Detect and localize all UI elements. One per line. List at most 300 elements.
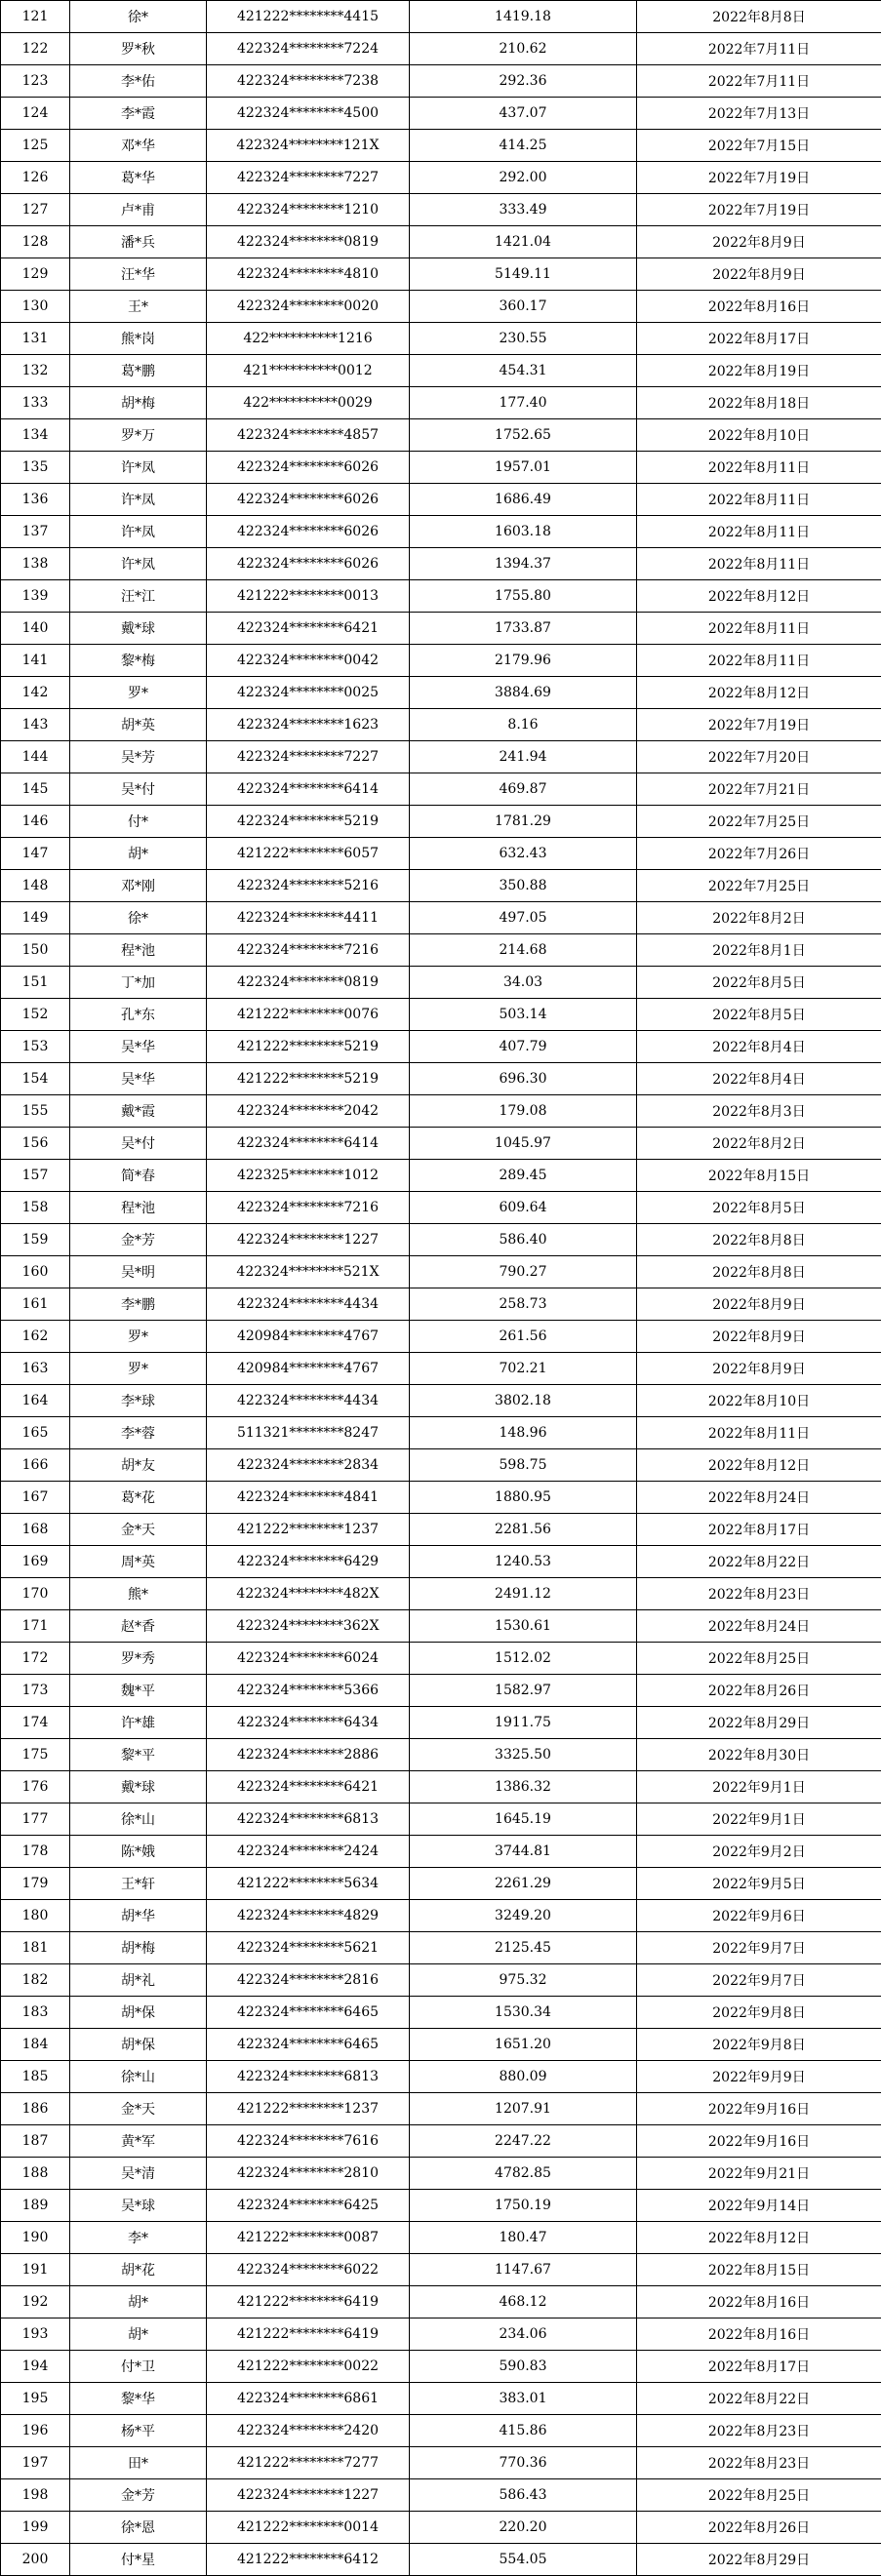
amount-cell: 609.64 <box>410 1192 637 1224</box>
amount-cell: 241.94 <box>410 741 637 773</box>
id-number-cell: 422324********6414 <box>207 1128 410 1160</box>
amount-cell: 586.43 <box>410 2479 637 2512</box>
id-number-cell: 421222********0013 <box>207 580 410 613</box>
date-cell: 2022年7月25日 <box>637 806 881 838</box>
amount-cell: 1386.32 <box>410 1771 637 1803</box>
table-row <box>1 2351 881 2383</box>
date-cell: 2022年9月6日 <box>637 1900 881 1932</box>
id-number-cell: 422**********1216 <box>207 323 410 355</box>
name-cell: 金*芳 <box>70 2479 207 2512</box>
table-row <box>1 806 881 838</box>
amount-cell: 2281.56 <box>410 1514 637 1546</box>
id-number-cell: 422324********1227 <box>207 2479 410 2512</box>
date-cell: 2022年9月8日 <box>637 2029 881 2061</box>
amount-cell: 1512.02 <box>410 1643 637 1675</box>
table-row <box>1 130 881 162</box>
row-number-cell: 143 <box>1 709 70 741</box>
name-cell: 王* <box>70 291 207 323</box>
name-cell: 戴*球 <box>70 1771 207 1803</box>
row-number-cell: 144 <box>1 741 70 773</box>
row-number-cell: 193 <box>1 2318 70 2351</box>
name-cell: 胡*花 <box>70 2254 207 2286</box>
date-cell: 2022年8月19日 <box>637 355 881 387</box>
name-cell: 吴*芳 <box>70 741 207 773</box>
amount-cell: 1880.95 <box>410 1482 637 1514</box>
name-cell: 黎*华 <box>70 2383 207 2415</box>
table-row <box>1 1256 881 1288</box>
name-cell: 付*星 <box>70 2544 207 2576</box>
amount-cell: 1755.80 <box>410 580 637 613</box>
amount-cell: 3884.69 <box>410 677 637 709</box>
id-number-cell: 422324********7238 <box>207 65 410 98</box>
amount-cell: 790.27 <box>410 1256 637 1288</box>
table-row <box>1 291 881 323</box>
table-row <box>1 870 881 902</box>
name-cell: 戴*霞 <box>70 1095 207 1128</box>
name-cell: 熊* <box>70 1578 207 1610</box>
amount-cell: 1240.53 <box>410 1546 637 1578</box>
table-row <box>1 1482 881 1514</box>
date-cell: 2022年8月29日 <box>637 1707 881 1739</box>
date-cell: 2022年8月26日 <box>637 2512 881 2544</box>
name-cell: 葛*花 <box>70 1482 207 1514</box>
name-cell: 卢*甫 <box>70 194 207 226</box>
date-cell: 2022年7月13日 <box>637 98 881 130</box>
id-number-cell: 422324********5621 <box>207 1932 410 1964</box>
row-number-cell: 158 <box>1 1192 70 1224</box>
id-number-cell: 421222********5634 <box>207 1868 410 1900</box>
date-cell: 2022年8月23日 <box>637 2447 881 2479</box>
table-row <box>1 2286 881 2318</box>
table-row <box>1 999 881 1031</box>
amount-cell: 1394.37 <box>410 548 637 580</box>
row-number-cell: 176 <box>1 1771 70 1803</box>
amount-cell: 1421.04 <box>410 226 637 258</box>
table-row <box>1 2447 881 2479</box>
amount-cell: 3325.50 <box>410 1739 637 1771</box>
date-cell: 2022年8月12日 <box>637 1449 881 1482</box>
row-number-cell: 188 <box>1 2158 70 2190</box>
id-number-cell: 422324********6465 <box>207 2029 410 2061</box>
amount-cell: 2491.12 <box>410 1578 637 1610</box>
row-number-cell: 140 <box>1 613 70 645</box>
id-number-cell: 422324********6026 <box>207 452 410 484</box>
amount-cell: 454.31 <box>410 355 637 387</box>
amount-cell: 880.09 <box>410 2061 637 2093</box>
row-number-cell: 121 <box>1 1 70 33</box>
records-table-body <box>1 1 881 2576</box>
date-cell: 2022年9月5日 <box>637 1868 881 1900</box>
table-row <box>1 741 881 773</box>
amount-cell: 1733.87 <box>410 613 637 645</box>
row-number-cell: 166 <box>1 1449 70 1482</box>
amount-cell: 702.21 <box>410 1353 637 1385</box>
row-number-cell: 180 <box>1 1900 70 1932</box>
table-row <box>1 934 881 967</box>
id-number-cell: 421222********0014 <box>207 2512 410 2544</box>
name-cell: 许*凤 <box>70 452 207 484</box>
name-cell: 徐*山 <box>70 2061 207 2093</box>
id-number-cell: 421222********6419 <box>207 2286 410 2318</box>
amount-cell: 1207.91 <box>410 2093 637 2125</box>
amount-cell: 1645.19 <box>410 1803 637 1836</box>
id-number-cell: 422324********4411 <box>207 902 410 934</box>
name-cell: 吴*华 <box>70 1031 207 1063</box>
table-row <box>1 967 881 999</box>
table-row <box>1 1546 881 1578</box>
date-cell: 2022年8月11日 <box>637 452 881 484</box>
name-cell: 周*英 <box>70 1546 207 1578</box>
id-number-cell: 422324********0819 <box>207 226 410 258</box>
table-row <box>1 1964 881 1997</box>
id-number-cell: 421222********6057 <box>207 838 410 870</box>
date-cell: 2022年9月1日 <box>637 1803 881 1836</box>
row-number-cell: 168 <box>1 1514 70 1546</box>
date-cell: 2022年8月18日 <box>637 387 881 419</box>
id-number-cell: 422325********1012 <box>207 1160 410 1192</box>
row-number-cell: 136 <box>1 484 70 516</box>
row-number-cell: 163 <box>1 1353 70 1385</box>
date-cell: 2022年7月11日 <box>637 65 881 98</box>
row-number-cell: 138 <box>1 548 70 580</box>
row-number-cell: 170 <box>1 1578 70 1610</box>
amount-cell: 360.17 <box>410 291 637 323</box>
row-number-cell: 162 <box>1 1321 70 1353</box>
table-row <box>1 773 881 806</box>
name-cell: 胡*保 <box>70 1997 207 2029</box>
date-cell: 2022年8月4日 <box>637 1063 881 1095</box>
id-number-cell: 511321********8247 <box>207 1417 410 1449</box>
id-number-cell: 422324********521X <box>207 1256 410 1288</box>
name-cell: 程*池 <box>70 934 207 967</box>
amount-cell: 333.49 <box>410 194 637 226</box>
table-row <box>1 2318 881 2351</box>
name-cell: 程*池 <box>70 1192 207 1224</box>
name-cell: 李*霞 <box>70 98 207 130</box>
id-number-cell: 422324********5216 <box>207 870 410 902</box>
date-cell: 2022年9月21日 <box>637 2158 881 2190</box>
amount-cell: 1911.75 <box>410 1707 637 1739</box>
name-cell: 葛*华 <box>70 162 207 194</box>
table-row <box>1 2544 881 2576</box>
table-row <box>1 1224 881 1256</box>
date-cell: 2022年8月8日 <box>637 1224 881 1256</box>
id-number-cell: 421222********0076 <box>207 999 410 1031</box>
amount-cell: 975.32 <box>410 1964 637 1997</box>
table-row <box>1 2383 881 2415</box>
amount-cell: 214.68 <box>410 934 637 967</box>
date-cell: 2022年8月11日 <box>637 548 881 580</box>
name-cell: 胡*友 <box>70 1449 207 1482</box>
row-number-cell: 125 <box>1 130 70 162</box>
amount-cell: 292.36 <box>410 65 637 98</box>
table-row <box>1 1417 881 1449</box>
id-number-cell: 421222********7277 <box>207 2447 410 2479</box>
row-number-cell: 149 <box>1 902 70 934</box>
date-cell: 2022年7月21日 <box>637 773 881 806</box>
row-number-cell: 142 <box>1 677 70 709</box>
date-cell: 2022年8月11日 <box>637 1417 881 1449</box>
name-cell: 吴*付 <box>70 773 207 806</box>
table-row <box>1 2061 881 2093</box>
date-cell: 2022年7月19日 <box>637 162 881 194</box>
date-cell: 2022年8月11日 <box>637 613 881 645</box>
date-cell: 2022年8月12日 <box>637 677 881 709</box>
id-number-cell: 422324********362X <box>207 1610 410 1643</box>
amount-cell: 1781.29 <box>410 806 637 838</box>
id-number-cell: 422324********121X <box>207 130 410 162</box>
table-row <box>1 419 881 452</box>
name-cell: 黎*梅 <box>70 645 207 677</box>
amount-cell: 1045.97 <box>410 1128 637 1160</box>
date-cell: 2022年8月8日 <box>637 1256 881 1288</box>
date-cell: 2022年8月17日 <box>637 323 881 355</box>
name-cell: 丁*加 <box>70 967 207 999</box>
date-cell: 2022年8月30日 <box>637 1739 881 1771</box>
table-row <box>1 387 881 419</box>
date-cell: 2022年9月16日 <box>637 2125 881 2158</box>
amount-cell: 292.00 <box>410 162 637 194</box>
amount-cell: 1147.67 <box>410 2254 637 2286</box>
amount-cell: 468.12 <box>410 2286 637 2318</box>
row-number-cell: 130 <box>1 291 70 323</box>
name-cell: 罗*秀 <box>70 1643 207 1675</box>
row-number-cell: 174 <box>1 1707 70 1739</box>
id-number-cell: 421222********4415 <box>207 1 410 33</box>
amount-cell: 2261.29 <box>410 1868 637 1900</box>
table-row <box>1 1675 881 1707</box>
id-number-cell: 422324********2886 <box>207 1739 410 1771</box>
table-row <box>1 1900 881 1932</box>
name-cell: 罗* <box>70 1321 207 1353</box>
row-number-cell: 167 <box>1 1482 70 1514</box>
name-cell: 付*卫 <box>70 2351 207 2383</box>
amount-cell: 210.62 <box>410 33 637 65</box>
table-row <box>1 1385 881 1417</box>
id-number-cell: 420984********4767 <box>207 1353 410 1385</box>
id-number-cell: 421222********6419 <box>207 2318 410 2351</box>
id-number-cell: 421222********1237 <box>207 2093 410 2125</box>
id-number-cell: 422324********0042 <box>207 645 410 677</box>
amount-cell: 696.30 <box>410 1063 637 1095</box>
amount-cell: 261.56 <box>410 1321 637 1353</box>
row-number-cell: 131 <box>1 323 70 355</box>
row-number-cell: 127 <box>1 194 70 226</box>
amount-cell: 1651.20 <box>410 2029 637 2061</box>
name-cell: 邓*华 <box>70 130 207 162</box>
id-number-cell: 422324********4857 <box>207 419 410 452</box>
date-cell: 2022年8月10日 <box>637 1385 881 1417</box>
amount-cell: 5149.11 <box>410 258 637 291</box>
date-cell: 2022年8月11日 <box>637 516 881 548</box>
id-number-cell: 422324********6024 <box>207 1643 410 1675</box>
date-cell: 2022年8月12日 <box>637 2222 881 2254</box>
row-number-cell: 175 <box>1 1739 70 1771</box>
name-cell: 胡*梅 <box>70 387 207 419</box>
name-cell: 许*凤 <box>70 516 207 548</box>
name-cell: 熊*岗 <box>70 323 207 355</box>
id-number-cell: 422324********2816 <box>207 1964 410 1997</box>
row-number-cell: 150 <box>1 934 70 967</box>
name-cell: 罗*万 <box>70 419 207 452</box>
row-number-cell: 173 <box>1 1675 70 1707</box>
table-row <box>1 1095 881 1128</box>
row-number-cell: 151 <box>1 967 70 999</box>
row-number-cell: 186 <box>1 2093 70 2125</box>
row-number-cell: 179 <box>1 1868 70 1900</box>
name-cell: 李*球 <box>70 1385 207 1417</box>
table-row <box>1 1932 881 1964</box>
row-number-cell: 135 <box>1 452 70 484</box>
id-number-cell: 422324********7227 <box>207 741 410 773</box>
table-row <box>1 355 881 387</box>
name-cell: 李*鹏 <box>70 1288 207 1321</box>
table-row <box>1 1353 881 1385</box>
table-row <box>1 709 881 741</box>
table-row <box>1 2479 881 2512</box>
table-row <box>1 1803 881 1836</box>
row-number-cell: 147 <box>1 838 70 870</box>
date-cell: 2022年8月23日 <box>637 2415 881 2447</box>
name-cell: 徐* <box>70 1 207 33</box>
date-cell: 2022年8月9日 <box>637 1353 881 1385</box>
table-row <box>1 2222 881 2254</box>
id-number-cell: 422324********7216 <box>207 934 410 967</box>
date-cell: 2022年8月2日 <box>637 902 881 934</box>
name-cell: 胡* <box>70 838 207 870</box>
amount-cell: 2125.45 <box>410 1932 637 1964</box>
name-cell: 汪*江 <box>70 580 207 613</box>
date-cell: 2022年8月11日 <box>637 484 881 516</box>
row-number-cell: 159 <box>1 1224 70 1256</box>
date-cell: 2022年7月19日 <box>637 194 881 226</box>
id-number-cell: 421222********0087 <box>207 2222 410 2254</box>
date-cell: 2022年8月25日 <box>637 2479 881 2512</box>
table-row <box>1 1 881 33</box>
id-number-cell: 422324********4841 <box>207 1482 410 1514</box>
name-cell: 许*凤 <box>70 548 207 580</box>
amount-cell: 258.73 <box>410 1288 637 1321</box>
name-cell: 魏*平 <box>70 1675 207 1707</box>
row-number-cell: 165 <box>1 1417 70 1449</box>
table-row <box>1 2158 881 2190</box>
table-row <box>1 2512 881 2544</box>
date-cell: 2022年8月16日 <box>637 2286 881 2318</box>
date-cell: 2022年7月20日 <box>637 741 881 773</box>
row-number-cell: 124 <box>1 98 70 130</box>
id-number-cell: 421222********0022 <box>207 2351 410 2383</box>
name-cell: 胡* <box>70 2286 207 2318</box>
date-cell: 2022年8月17日 <box>637 1514 881 1546</box>
name-cell: 付* <box>70 806 207 838</box>
date-cell: 2022年8月3日 <box>637 1095 881 1128</box>
table-row <box>1 2190 881 2222</box>
row-number-cell: 137 <box>1 516 70 548</box>
name-cell: 赵*香 <box>70 1610 207 1643</box>
date-cell: 2022年8月26日 <box>637 1675 881 1707</box>
row-number-cell: 195 <box>1 2383 70 2415</box>
name-cell: 李*佑 <box>70 65 207 98</box>
id-number-cell: 422324********6434 <box>207 1707 410 1739</box>
row-number-cell: 197 <box>1 2447 70 2479</box>
date-cell: 2022年8月15日 <box>637 1160 881 1192</box>
row-number-cell: 181 <box>1 1932 70 1964</box>
table-row <box>1 1707 881 1739</box>
id-number-cell: 422324********2810 <box>207 2158 410 2190</box>
amount-cell: 1752.65 <box>410 419 637 452</box>
date-cell: 2022年8月9日 <box>637 1321 881 1353</box>
date-cell: 2022年9月7日 <box>637 1964 881 1997</box>
date-cell: 2022年9月2日 <box>637 1836 881 1868</box>
name-cell: 许*凤 <box>70 484 207 516</box>
amount-cell: 3249.20 <box>410 1900 637 1932</box>
table-row <box>1 613 881 645</box>
table-row <box>1 226 881 258</box>
id-number-cell: 422324********1210 <box>207 194 410 226</box>
amount-cell: 415.86 <box>410 2415 637 2447</box>
amount-cell: 770.36 <box>410 2447 637 2479</box>
id-number-cell: 422324********6026 <box>207 484 410 516</box>
row-number-cell: 184 <box>1 2029 70 2061</box>
date-cell: 2022年8月12日 <box>637 580 881 613</box>
id-number-cell: 422324********6421 <box>207 1771 410 1803</box>
id-number-cell: 422324********7616 <box>207 2125 410 2158</box>
table-row <box>1 162 881 194</box>
name-cell: 吴*华 <box>70 1063 207 1095</box>
row-number-cell: 171 <box>1 1610 70 1643</box>
id-number-cell: 421222********5219 <box>207 1063 410 1095</box>
amount-cell: 230.55 <box>410 323 637 355</box>
date-cell: 2022年8月11日 <box>637 645 881 677</box>
table-row <box>1 33 881 65</box>
amount-cell: 3802.18 <box>410 1385 637 1417</box>
id-number-cell: 422324********6861 <box>207 2383 410 2415</box>
amount-cell: 2247.22 <box>410 2125 637 2158</box>
row-number-cell: 189 <box>1 2190 70 2222</box>
date-cell: 2022年9月8日 <box>637 1997 881 2029</box>
id-number-cell: 422**********0029 <box>207 387 410 419</box>
row-number-cell: 129 <box>1 258 70 291</box>
date-cell: 2022年8月25日 <box>637 1643 881 1675</box>
amount-cell: 469.87 <box>410 773 637 806</box>
row-number-cell: 160 <box>1 1256 70 1288</box>
name-cell: 许*雄 <box>70 1707 207 1739</box>
amount-cell: 234.06 <box>410 2318 637 2351</box>
name-cell: 罗* <box>70 1353 207 1385</box>
name-cell: 吴*清 <box>70 2158 207 2190</box>
date-cell: 2022年8月15日 <box>637 2254 881 2286</box>
name-cell: 胡* <box>70 2318 207 2351</box>
id-number-cell: 422324********2834 <box>207 1449 410 1482</box>
date-cell: 2022年8月9日 <box>637 1288 881 1321</box>
table-row <box>1 1610 881 1643</box>
date-cell: 2022年8月10日 <box>637 419 881 452</box>
amount-cell: 1686.49 <box>410 484 637 516</box>
table-row <box>1 838 881 870</box>
name-cell: 吴*付 <box>70 1128 207 1160</box>
id-number-cell: 422324********4434 <box>207 1385 410 1417</box>
table-row <box>1 1771 881 1803</box>
date-cell: 2022年8月5日 <box>637 967 881 999</box>
amount-cell: 1582.97 <box>410 1675 637 1707</box>
amount-cell: 3744.81 <box>410 1836 637 1868</box>
row-number-cell: 154 <box>1 1063 70 1095</box>
table-row <box>1 258 881 291</box>
date-cell: 2022年9月16日 <box>637 2093 881 2125</box>
name-cell: 李* <box>70 2222 207 2254</box>
id-number-cell: 422324********6026 <box>207 516 410 548</box>
name-cell: 黎*平 <box>70 1739 207 1771</box>
